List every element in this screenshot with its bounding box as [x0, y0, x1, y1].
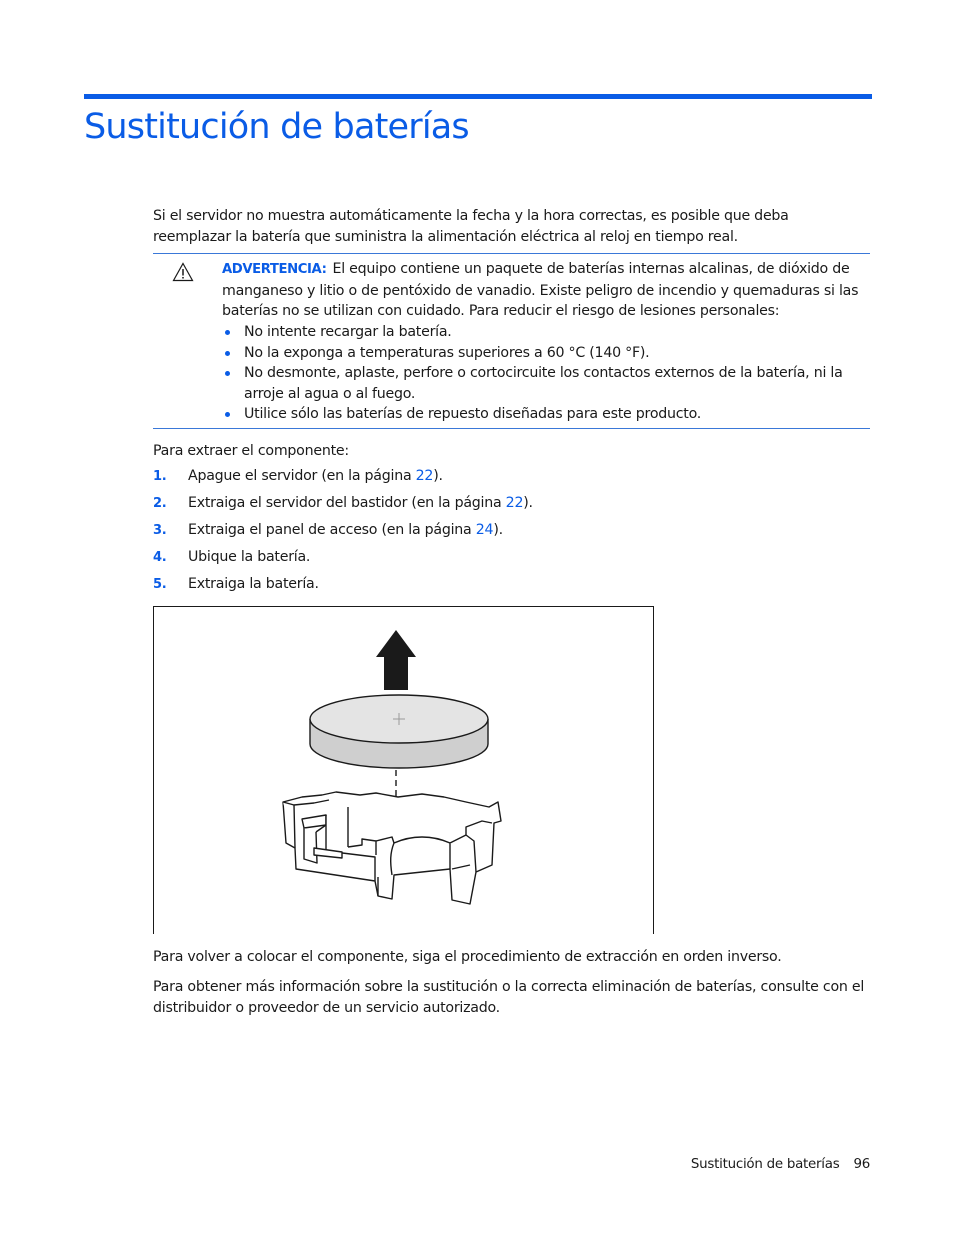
list-item: No la exponga a temperaturas superiores a 60 °C (140 °F). [222, 343, 862, 364]
step-item: 5. Extraiga la batería. [153, 574, 533, 601]
warning-label: ADVERTENCIA: [222, 262, 327, 277]
up-arrow-icon [376, 630, 416, 690]
title-rule [84, 94, 872, 99]
warning-text [222, 259, 865, 322]
step-number: 3. [153, 523, 167, 538]
intro-paragraph: Si el servidor no muestra automáticamente la fecha y la hora correctas, es posible que deba reemplazar la batería que suministra la alimentación eléctrica al reloj en tiempo real. [153, 208, 789, 245]
list-item: Utilice sólo las baterías de repuesto diseñadas para este producto. [222, 404, 862, 425]
step-number: 1. [153, 469, 167, 484]
step-number: 5. [153, 577, 167, 592]
battery-removal-illustration [153, 606, 654, 934]
list-item: No intente recargar la batería. [222, 322, 862, 343]
step-number: 4. [153, 550, 167, 565]
bullet-icon [225, 371, 230, 376]
procedure-steps [153, 466, 533, 601]
page-link[interactable]: 22 [415, 468, 434, 484]
page-footer [691, 1157, 870, 1172]
step-item: 2. Extraiga el servidor del bastidor (en la página 22). [153, 493, 533, 520]
step-item: 4. Ubique la batería. [153, 547, 533, 574]
procedure-lead: Para extraer el componente: [153, 443, 349, 459]
warning-triangle-icon [172, 262, 194, 282]
warning-box [153, 253, 870, 429]
bullet-icon [225, 412, 230, 417]
bullet-icon [225, 330, 230, 335]
step-number: 2. [153, 496, 167, 511]
coin-battery-icon [310, 695, 488, 768]
warning-body: El equipo contiene un paquete de baterías internas alcalinas, de dióxido de manganeso y litio o de pentóxido de vanadio. Existe peligro de incendio y quemaduras si las baterías no se utilizan con cuidado. Para reducir el riesgo de lesiones personales: [222, 261, 859, 319]
more-info-paragraph: Para obtener más información sobre la sustitución o la correcta eliminación de baterías, consulte con el distribuidor o proveedor de un servicio autorizado. [153, 979, 865, 1016]
step-item: 3. Extraiga el panel de acceso (en la página 24). [153, 520, 533, 547]
footer-section-title: Sustitución de baterías [690, 1157, 840, 1172]
bullet-icon [225, 351, 230, 356]
page-link[interactable]: 22 [505, 495, 524, 511]
reinstall-paragraph: Para volver a colocar el componente, siga el procedimiento de extracción en orden inverso. [153, 949, 782, 965]
battery-holder-icon [283, 792, 501, 904]
warning-bullet-list [222, 322, 862, 425]
step-item: 1. Apague el servidor (en la página 22). [153, 466, 533, 493]
battery-diagram [154, 607, 653, 934]
page-title: Sustitución de baterías [84, 107, 469, 147]
list-item: No desmonte, aplaste, perfore o cortocircuite los contactos externos de la batería, ni la arroje al agua o al fuego. [222, 363, 862, 404]
page-number: 96 [853, 1157, 870, 1172]
page-link[interactable]: 24 [475, 522, 494, 538]
